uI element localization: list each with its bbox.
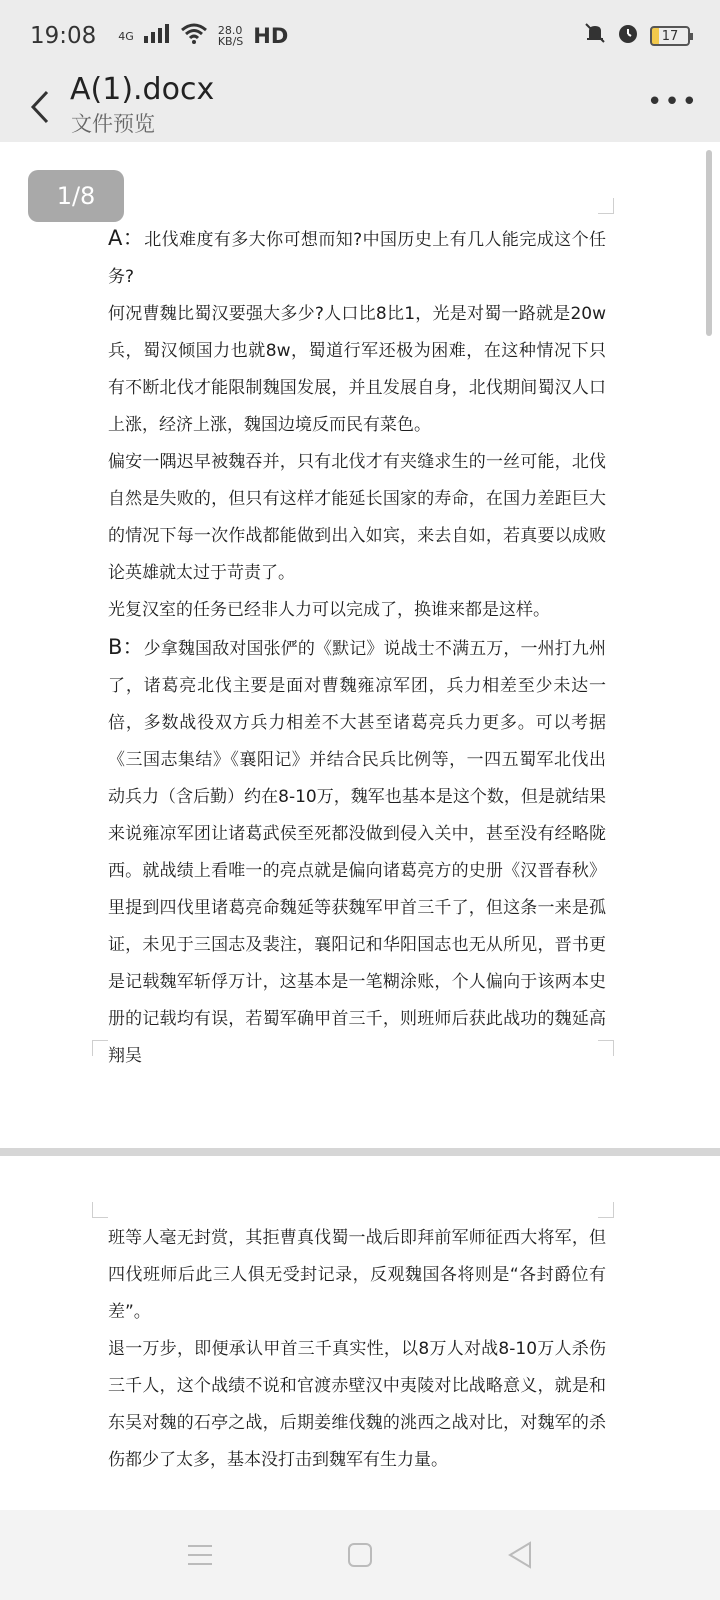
paragraph xyxy=(108,220,606,296)
mute-icon xyxy=(584,22,606,50)
network-label: 4G xyxy=(118,29,134,43)
paragraph: 光复汉室的任务已经非人力可以完成了，换谁来都是这样。 xyxy=(108,600,550,620)
page-corner-mark xyxy=(598,198,614,214)
more-options-button[interactable] xyxy=(648,82,698,122)
status-left xyxy=(30,22,288,50)
paragraph xyxy=(108,629,606,1075)
alarm-icon xyxy=(616,21,640,51)
wifi-icon xyxy=(180,22,208,50)
page-corner-mark xyxy=(92,1040,108,1056)
menu-button[interactable] xyxy=(170,1525,230,1585)
page-corner-mark xyxy=(598,1202,614,1218)
paragraph-text: 北伐难度有多大你可想而知?中国历史上有几人能完成这个任务? xyxy=(108,230,606,287)
paragraph: 何况曹魏比蜀汉要强大多少?人口比8比1，光是对蜀一路就是20w兵，蜀汉倾国力也就8w，蜀道行军还极为困难，在这种情况下只有不断北伐才能限制魏国发展，并且发展自身，北伐期间蜀汉人口上涨，经济上涨，魏国边境反而民有菜色。 xyxy=(108,304,606,435)
hd-indicator: HD xyxy=(253,24,289,48)
scrollbar[interactable] xyxy=(706,150,712,336)
document-viewer[interactable] xyxy=(0,142,720,1510)
status-bar xyxy=(0,0,720,72)
menu-icon xyxy=(187,1544,213,1566)
paragraph: 偏安一隅迟早被魏吞并，只有北伐才有夹缝求生的一丝可能，北伐自然是失败的，但只有这样才能延长国家的寿命，在国力差距巨大的情况下每一次作战都能做到出入如宾，来去自如，若真要以成败论英雄就太过于苛责了。 xyxy=(108,452,606,583)
document-subtitle: 文件预览 xyxy=(71,112,155,136)
paragraph: 班等人毫无封赏，其拒曹真伐蜀一战后即拜前军师征西大将军，但四伐班师后此三人俱无受封记录，反观魏国各将则是“各封爵位有差”。 xyxy=(108,1228,606,1322)
page-indicator: 1/8 xyxy=(28,170,124,222)
more-icon: ••• xyxy=(647,87,700,117)
paragraph: 退一万步，即便承认甲首三千真实性，以8万人对战8-10万人杀伤三千人，这个战绩不说和官渡赤壁汉中夷陵对比战略意义，就是和东吴对魏的石亭之战，后期姜维伐魏的洮西之战对比，对魏军的杀伤都少了太多，基本没打击到魏军有生力量。 xyxy=(108,1339,606,1470)
paragraph-lead: B： xyxy=(108,635,144,659)
back-button[interactable] xyxy=(20,82,60,132)
paragraph-lead: A： xyxy=(108,226,145,250)
document-title: A(1).docx xyxy=(70,72,215,107)
back-triangle-icon xyxy=(507,1541,533,1569)
paragraph-text: 少拿魏国敌对国张俨的《默记》说战士不满五万，一州打九州了，诸葛亮北伐主要是面对曹魏雍凉军团，兵力相差至少未达一倍，多数战役双方兵力相差不大甚至诸葛亮兵力更多。可以考据《三国志集结》《襄阳记》并结合民兵比例等，一四五蜀军北伐出动兵力（含后勤）约在8-10万，魏军也基本是这个数，但是就结果来说雍凉军团让诸葛武侯至死都没做到侵入关中，甚至没有经略陇西。就战绩上看唯一的亮点就是偏向诸葛亮方的史册《汉晋春秋》里提到四伐里诸葛亮命魏延等获魏军甲首三千了，但这条一来是孤证，未见于三国志及裴注，襄阳记和华阳国志也无从所见，晋书更是记载魏军斩俘万计，这基本是一笔糊涂账，个人偏向于该两本史册的记载均有误，若蜀军确甲首三千，则班师后获此战功的魏延高翔吴 xyxy=(108,639,606,1066)
net-speed-value: 28.0 xyxy=(217,24,243,37)
page-corner-mark xyxy=(92,1202,108,1218)
app-header xyxy=(0,72,720,142)
net-speed xyxy=(218,25,243,47)
network-type xyxy=(118,31,134,42)
status-time: 19:08 xyxy=(30,23,97,49)
page-2-content xyxy=(108,1220,606,1479)
net-speed-unit: KB/S xyxy=(217,35,244,48)
nav-back-button[interactable] xyxy=(490,1525,550,1585)
home-button[interactable] xyxy=(330,1525,390,1585)
status-right xyxy=(584,21,690,51)
home-icon xyxy=(347,1542,373,1568)
page-1-content xyxy=(108,220,606,1075)
chevron-left-icon xyxy=(29,89,51,125)
battery-level: 17 xyxy=(661,28,679,44)
signal-icon xyxy=(144,23,170,49)
battery-icon xyxy=(650,26,690,46)
system-nav-bar xyxy=(0,1510,720,1600)
page-divider xyxy=(0,1148,720,1156)
